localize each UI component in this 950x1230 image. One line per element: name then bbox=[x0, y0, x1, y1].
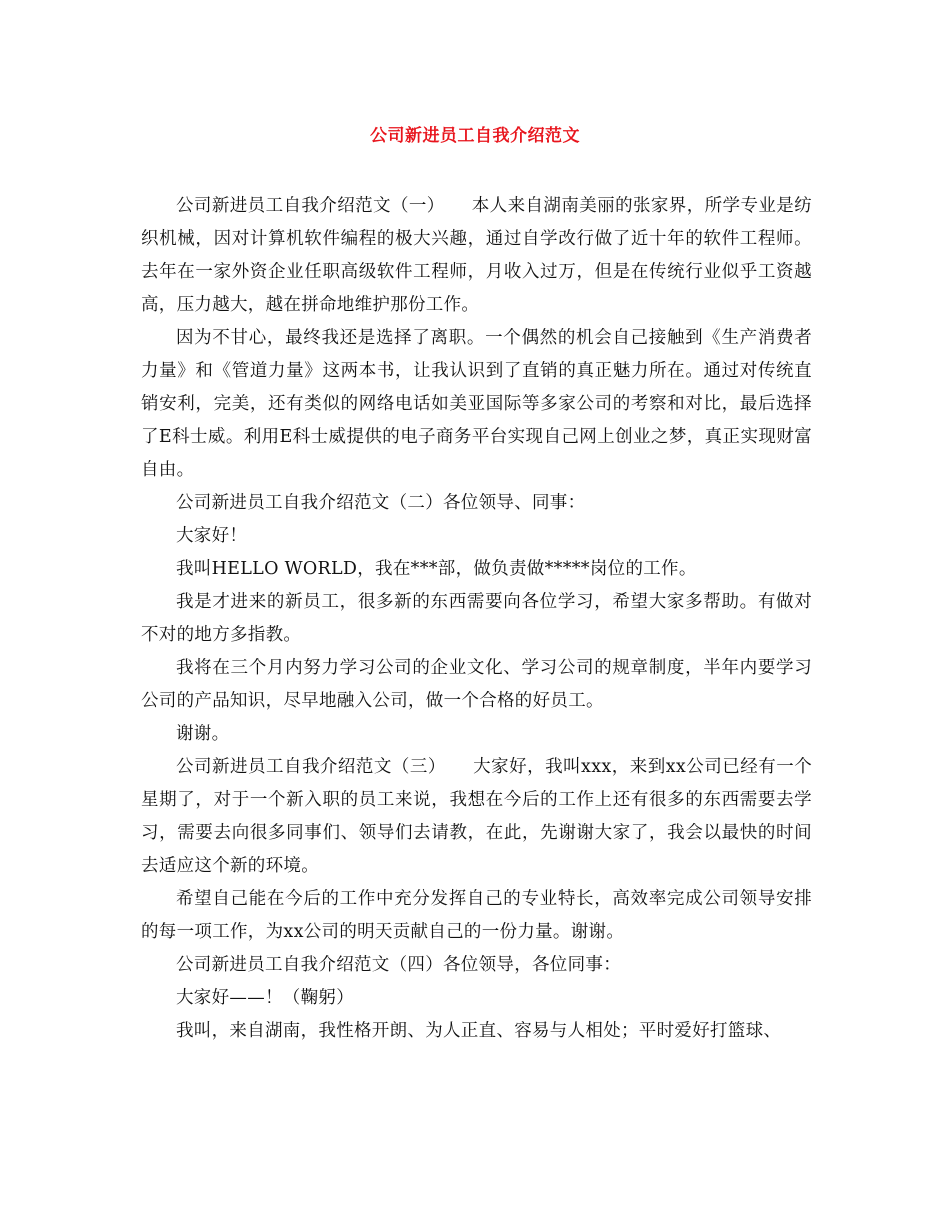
paragraph-11: 公司新进员工自我介绍范文（四）各位领导，各位同事： bbox=[176, 955, 621, 975]
document-body bbox=[141, 190, 812, 1048]
paragraph-1: 公司新进员工自我介绍范文（一） 本人来自湖南美丽的张家界，所学专业是纺织机械，因对计算机软件编程的极大兴趣，通过自学改行做了近十年的软件工程师。去年在一家外资企业任职高级软件工程师，月收入过万，但是在传统行业似乎工资越高，压力越大，越在拼命地维护那份工作。 bbox=[141, 196, 812, 315]
paragraph-2: 因为不甘心，最终我还是选择了离职。一个偶然的机会自己接触到《生产消费者力量》和《管道力量》这两本书，让我认识到了直销的真正魅力所在。通过对传统直销安利，完美，还有类似的网络电话如美亚国际等多家公司的考察和对比，最后选择了E科士威。利用E科士威提供的电子商务平台实现自己网上创业之梦，真正实现财富自由。 bbox=[141, 328, 812, 480]
paragraph-4: 大家好！ bbox=[176, 526, 248, 546]
paragraph-6: 我是才进来的新员工，很多新的东西需要向各位学习，希望大家多帮助。有做对不对的地方多指教。 bbox=[141, 592, 812, 645]
paragraph-7: 我将在三个月内努力学习公司的企业文化、学习公司的规章制度，半年内要学习公司的产品知识，尽早地融入公司，做一个合格的好员工。 bbox=[141, 658, 812, 711]
paragraph-12: 大家好——！（鞠躬） bbox=[176, 988, 354, 1008]
paragraph-9: 公司新进员工自我介绍范文（三） 大家好，我叫xxx，来到xx公司已经有一个星期了，对于一个新入职的员工来说，我想在今后的工作上还有很多的东西需要去学习，需要去向很多同事们、领导们去请教，在此，先谢谢大家了，我会以最快的时间去适应这个新的环境。 bbox=[141, 757, 812, 876]
paragraph-13: 我叫，来自湖南，我性格开朗、为人正直、容易与人相处；平时爱好打篮球、 bbox=[176, 1021, 782, 1041]
paragraph-5: 我叫HELLO WORLD，我在***部，做负责做*****岗位的工作。 bbox=[176, 559, 697, 579]
paragraph-3: 公司新进员工自我介绍范文（二）各位领导、同事： bbox=[176, 493, 586, 513]
document-title: 公司新进员工自我介绍范文 bbox=[370, 126, 580, 146]
paragraph-10: 希望自己能在今后的工作中充分发挥自己的专业特长，高效率完成公司领导安排的每一项工作，为xx公司的明天贡献自己的一份力量。谢谢。 bbox=[141, 889, 812, 942]
paragraph-8: 谢谢。 bbox=[176, 724, 230, 744]
